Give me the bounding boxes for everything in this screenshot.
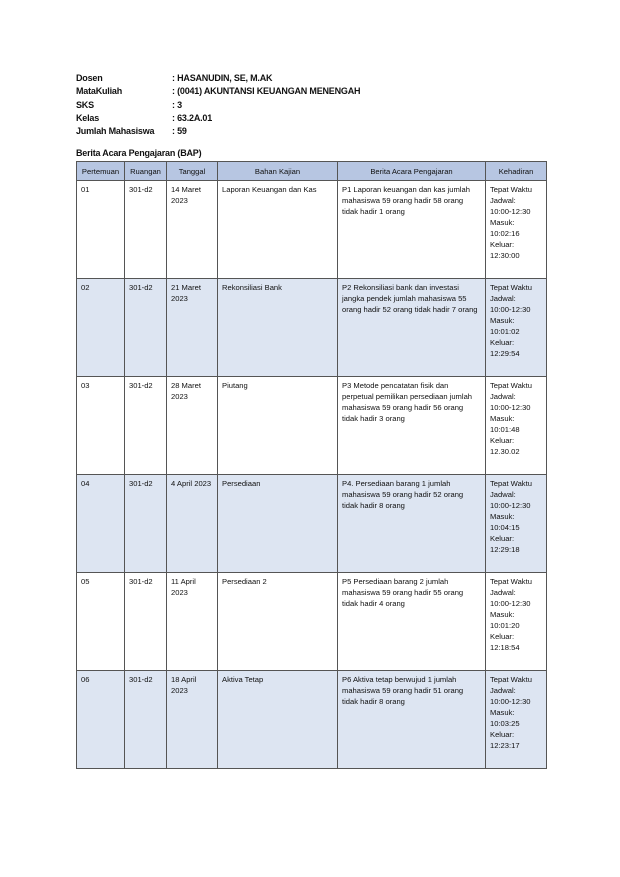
info-label: Kelas — [76, 112, 100, 123]
cell-tanggal: 21 Maret 2023 — [167, 279, 218, 377]
kehadiran-line: 12:18:54 — [490, 643, 520, 652]
info-label: SKS — [76, 99, 94, 110]
kehadiran-line: 12.30.02 — [490, 447, 520, 456]
cell-kehadiran — [486, 279, 547, 377]
kehadiran-line: Keluar: — [490, 338, 515, 347]
kehadiran-line: Tepat Waktu — [490, 185, 532, 194]
kehadiran-line: 10:00-12:30 — [490, 697, 531, 706]
cell-pertemuan: 02 — [77, 279, 125, 377]
kehadiran-line: 10:01:02 — [490, 327, 520, 336]
table-row — [77, 279, 547, 377]
kehadiran-line: Masuk: — [490, 708, 515, 717]
info-row-jumlah-mahasiswa — [76, 125, 360, 138]
kehadiran-line: 12:23:17 — [490, 741, 520, 750]
cell-bahan-kajian: Rekonsiliasi Bank — [218, 279, 338, 377]
kehadiran-line: 10:00-12:30 — [490, 305, 531, 314]
table-row — [77, 671, 547, 769]
kehadiran-line: 10:04:15 — [490, 523, 520, 532]
cell-tanggal: 4 April 2023 — [167, 475, 218, 573]
course-info — [76, 72, 360, 138]
cell-tanggal: 28 Maret 2023 — [167, 377, 218, 475]
cell-ruangan: 301-d2 — [125, 279, 167, 377]
kehadiran-line: Keluar: — [490, 240, 515, 249]
kehadiran-line: Masuk: — [490, 512, 515, 521]
cell-tanggal: 11 April 2023 — [167, 573, 218, 671]
kehadiran-line: 10:01:20 — [490, 621, 520, 630]
info-row-kelas — [76, 112, 360, 125]
kehadiran-line: 12:29:54 — [490, 349, 520, 358]
kehadiran-line: 10:03:25 — [490, 719, 520, 728]
kehadiran-line: 12:29:18 — [490, 545, 520, 554]
kehadiran-line: Masuk: — [490, 610, 515, 619]
info-value: : (0041) AKUNTANSI KEUANGAN MENENGAH — [172, 86, 361, 97]
header-berita-acara: Berita Acara Pengajaran — [338, 162, 486, 181]
cell-bahan-kajian: Persediaan — [218, 475, 338, 573]
kehadiran-line: 10:00-12:30 — [490, 501, 531, 510]
cell-pertemuan: 05 — [77, 573, 125, 671]
info-value: : 3 — [172, 99, 182, 110]
header-bahan-kajian: Bahan Kajian — [218, 162, 338, 181]
cell-berita-acara: P3 Metode pencatatan fisik dan perpetual pemilikan persediaan jumlah mahasiswa 59 orang hadir 56 orang tidak hadir 3 orang — [338, 377, 486, 475]
header-tanggal: Tanggal — [167, 162, 218, 181]
kehadiran-line: 10:01:48 — [490, 425, 520, 434]
info-value: : HASANUDIN, SE, M.AK — [172, 73, 273, 83]
cell-pertemuan: 06 — [77, 671, 125, 769]
table-row — [77, 377, 547, 475]
kehadiran-line: Masuk: — [490, 414, 515, 423]
kehadiran-line: Jadwal: — [490, 392, 516, 401]
cell-kehadiran — [486, 181, 547, 279]
info-label: MataKuliah — [76, 86, 123, 97]
cell-kehadiran — [486, 573, 547, 671]
cell-berita-acara: P5 Persediaan barang 2 jumlah mahasiswa 59 orang hadir 55 orang tidak hadir 4 orang — [338, 573, 486, 671]
cell-pertemuan: 01 — [77, 181, 125, 279]
cell-pertemuan: 04 — [77, 475, 125, 573]
kehadiran-line: 12:30:00 — [490, 251, 520, 260]
kehadiran-line: Tepat Waktu — [490, 577, 532, 586]
cell-ruangan: 301-d2 — [125, 475, 167, 573]
info-label: Jumlah Mahasiswa — [76, 126, 155, 137]
cell-kehadiran — [486, 377, 547, 475]
kehadiran-line: Jadwal: — [490, 294, 516, 303]
info-value: : 63.2A.01 — [172, 112, 213, 123]
cell-bahan-kajian: Piutang — [218, 377, 338, 475]
table-row — [77, 475, 547, 573]
kehadiran-line: 10:00-12:30 — [490, 403, 531, 412]
info-value: : 59 — [172, 126, 187, 137]
cell-berita-acara: P6 Aktiva tetap berwujud 1 jumlah mahasiswa 59 orang hadir 51 orang tidak hadir 8 orang — [338, 671, 486, 769]
kehadiran-line: Keluar: — [490, 730, 515, 739]
cell-berita-acara: P2 Rekonsiliasi bank dan investasi jangka pendek jumlah mahasiswa 55 orang hadir 52 orang tidak hadir 7 orang — [338, 279, 486, 377]
cell-ruangan: 301-d2 — [125, 377, 167, 475]
kehadiran-line: Masuk: — [490, 218, 515, 227]
info-row-matakuliah — [76, 85, 360, 98]
cell-ruangan: 301-d2 — [125, 181, 167, 279]
kehadiran-line: 10:00-12:30 — [490, 599, 531, 608]
kehadiran-line: Jadwal: — [490, 686, 516, 695]
kehadiran-line: Keluar: — [490, 534, 515, 543]
cell-berita-acara: P4. Persediaan barang 1 jumlah mahasiswa 59 orang hadir 52 orang tidak hadir 8 orang — [338, 475, 486, 573]
kehadiran-line: Keluar: — [490, 436, 515, 445]
cell-berita-acara: P1 Laporan keuangan dan kas jumlah mahasiswa 59 orang hadir 58 orang tidak hadir 1 orang — [338, 181, 486, 279]
kehadiran-line: Jadwal: — [490, 196, 516, 205]
kehadiran-line: Tepat Waktu — [490, 675, 532, 684]
cell-ruangan: 301-d2 — [125, 671, 167, 769]
cell-pertemuan: 03 — [77, 377, 125, 475]
cell-bahan-kajian: Aktiva Tetap — [218, 671, 338, 769]
cell-tanggal: 14 Maret 2023 — [167, 181, 218, 279]
cell-bahan-kajian: Laporan Keuangan dan Kas — [218, 181, 338, 279]
kehadiran-line: 10:00-12:30 — [490, 207, 531, 216]
kehadiran-line: Jadwal: — [490, 490, 516, 499]
info-label: Dosen — [76, 73, 103, 83]
info-row-dosen — [76, 72, 360, 85]
cell-tanggal: 18 April 2023 — [167, 671, 218, 769]
cell-kehadiran — [486, 475, 547, 573]
cell-kehadiran — [486, 671, 547, 769]
table-header-row — [77, 162, 547, 181]
info-row-sks — [76, 99, 360, 112]
header-ruangan: Ruangan — [125, 162, 167, 181]
kehadiran-line: Masuk: — [490, 316, 515, 325]
cell-bahan-kajian: Persediaan 2 — [218, 573, 338, 671]
kehadiran-line: Keluar: — [490, 632, 515, 641]
kehadiran-line: Tepat Waktu — [490, 479, 532, 488]
kehadiran-line: Tepat Waktu — [490, 283, 532, 292]
table-row — [77, 181, 547, 279]
kehadiran-line: Jadwal: — [490, 588, 516, 597]
kehadiran-line: 10:02:16 — [490, 229, 520, 238]
bap-title: Berita Acara Pengajaran (BAP) — [76, 148, 202, 158]
kehadiran-line: Tepat Waktu — [490, 381, 532, 390]
header-kehadiran: Kehadiran — [486, 162, 547, 181]
cell-ruangan: 301-d2 — [125, 573, 167, 671]
table-row — [77, 573, 547, 671]
bap-table — [76, 161, 547, 769]
header-pertemuan: Pertemuan — [77, 162, 125, 181]
